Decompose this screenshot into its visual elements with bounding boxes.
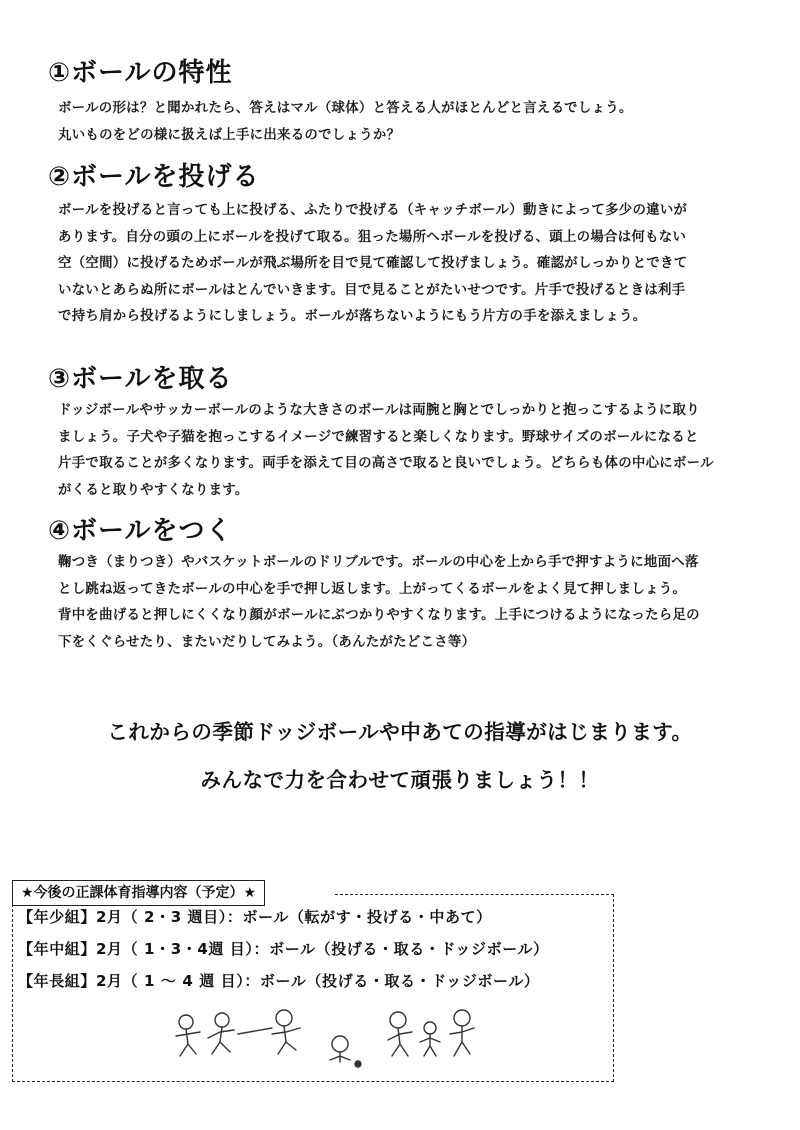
- schedule-row-nenchu: 【年中組】2月（ 1・3・4週 目）：ボール（投げる・取る・ドッジボール）: [18, 940, 549, 958]
- kids-playing-illustration: [168, 1004, 488, 1074]
- section-body-throwing: [58, 198, 770, 331]
- schedule-box-top-border: [335, 894, 614, 895]
- section-title-bouncing: ④ボールをつく: [48, 516, 233, 546]
- motion-line: [238, 1028, 272, 1034]
- text-line: ボールの形は？と聞かれたら、答えはマル（球体）と答える人がほとんどと言えるでしょう。: [58, 101, 633, 116]
- child-figure: [272, 1010, 300, 1054]
- text-line: で持ち肩から投げるようにしましょう。ボールが落ちないようにもう片方の手を添えましょう。: [58, 309, 647, 324]
- child-figure: [450, 1010, 474, 1056]
- section-body-ball-characteristics: [58, 96, 770, 149]
- schedule-label: ★今後の正課体育指導内容（予定）★: [12, 880, 265, 906]
- text-line: とし跳ね返ってきたボールの中心を手で押し返します。上がってくるボールをよく見て押しましょう。: [58, 581, 687, 597]
- closing-message-line-1: これからの季節ドッジボールや中あての指導がはじまります。: [107, 720, 693, 744]
- schedule-row-nencho: 【年長組】2月（ 1 ～ 4 週 目）：ボール（投げる・取る・ドッジボール）: [18, 972, 540, 990]
- ball-icon: [355, 1061, 361, 1067]
- section-body-catching: [58, 398, 770, 504]
- section-body-bouncing: [58, 550, 770, 656]
- schedule-row-nensho: 【年少組】2月（ 2・3 週目）：ボール（転がす・投げる・中あて）: [18, 908, 492, 926]
- text-line: いないとあらぬ所にボールはとんでいきます。目で見ることがたいせつです。片手で投げるときは利手: [58, 282, 686, 298]
- text-line: 空（空間）に投げるためボールが飛ぶ場所を目で見て確認して投げましょう。確認がしっかりとできて: [58, 256, 688, 271]
- child-figure: [176, 1015, 200, 1056]
- section-title-catching: ③ボールを取る: [48, 364, 233, 394]
- text-line: 下をくぐらせたり、またいだりしてみよう。（あんたがたどこさ等）: [58, 634, 476, 650]
- text-line: ましょう。子犬や子猫を抱っこするイメージで練習すると楽しくなります。野球サイズのボールになると: [58, 429, 699, 445]
- text-line: 丸いものをどの様に扱えば上手に出来るのでしょうか？: [58, 127, 401, 143]
- text-line: ドッジボールやサッカーボールのような大きさのボールは両腕と胸とでしっかりと抱っこするように取り: [58, 403, 700, 418]
- text-line: 背中を曲げると押しにくくなり顔がボールにぶつかりやすくなります。上手につけるようになったら足の: [58, 608, 700, 623]
- text-line: ボールを投げると言っても上に投げる、ふたりで投げる（キャッチボール）動きによって多少の違いが: [58, 203, 688, 218]
- child-figure: [420, 1022, 440, 1056]
- text-line: がくると取りやすくなります。: [58, 482, 249, 498]
- child-figure: [208, 1013, 234, 1054]
- text-line: 片手で取ることが多くなります。両手を添えて目の高さで取ると良いでしょう。どちらも体の中心にボール: [58, 456, 714, 471]
- text-line: 鞠つき（まりつき）やバスケットボールのドリブルです。ボールの中心を上から手で押すように地面へ落: [58, 555, 699, 570]
- section-title-throwing: ②ボールを投げる: [48, 162, 260, 192]
- text-line: あります。自分の頭の上にボールを投げて取る。狙った場所へボールを投げる、頭上の場合は何もない: [58, 229, 687, 245]
- section-title-ball-characteristics: ①ボールの特性: [48, 58, 233, 88]
- child-figure: [330, 1036, 350, 1062]
- closing-message-line-2: みんなで力を合わせて頑張りましょう！！: [200, 768, 600, 792]
- child-figure: [388, 1012, 412, 1056]
